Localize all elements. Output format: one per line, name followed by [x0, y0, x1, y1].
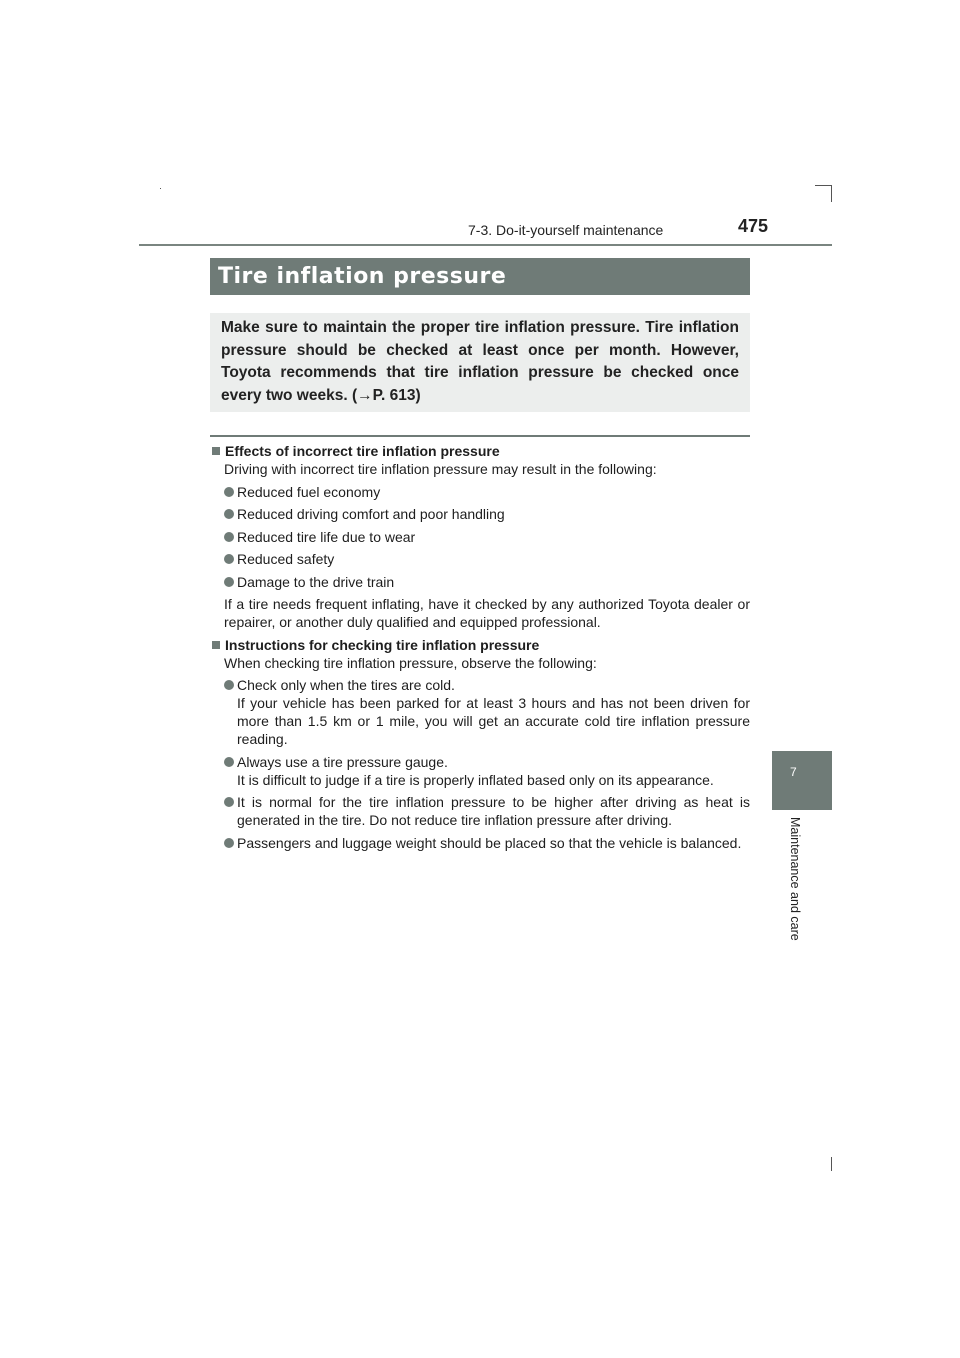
bullet-dot-icon: [224, 487, 234, 497]
crop-mark: [831, 185, 832, 202]
content: [210, 442, 750, 852]
list-item: Check only when the tires are cold. If your vehicle has been parked for at least 3 hours and has not been driven for more than 1.5 km or 1 mile, you will get an accurate cold tire inflation pressure reading.: [210, 676, 750, 748]
bullet-dot-icon: [224, 554, 234, 564]
bullet-dot-icon: [224, 797, 234, 807]
bullet-dot-icon: [224, 532, 234, 542]
section-label: 7-3. Do-it-yourself maintenance: [468, 222, 664, 238]
list-item: Reduced safety: [210, 550, 750, 568]
chapter-label: Maintenance and care: [788, 817, 802, 941]
section-heading: Instructions for checking tire inflation pressure: [210, 636, 750, 654]
list-item: Reduced tire life due to wear: [210, 528, 750, 546]
bullet-dot-icon: [224, 680, 234, 690]
list-item: Reduced fuel economy: [210, 483, 750, 501]
square-bullet-icon: [212, 641, 220, 649]
list-item: It is normal for the tire inflation pressure to be higher after driving as heat is generated in the tire. Do not reduce tire inflation pressure after driving.: [210, 793, 750, 829]
section-heading: Effects of incorrect tire inflation pressure: [210, 442, 750, 460]
page-number: 475: [738, 216, 769, 236]
section-lead: When checking tire inflation pressure, observe the following:: [224, 654, 597, 671]
section-lead: Driving with incorrect tire inflation pressure may result in the following:: [224, 461, 657, 477]
bullet-dot-icon: [224, 838, 234, 848]
section-tail: If a tire needs frequent inflating, have it checked by any authorized Toyota dealer or repairer, or another duly qualified and equipped professional.: [224, 596, 750, 630]
list-item: Passengers and luggage weight should be placed so that the vehicle is balanced.: [210, 834, 750, 852]
bullet-dot-icon: [224, 509, 234, 519]
square-bullet-icon: [212, 447, 220, 455]
list-item: Always use a tire pressure gauge. It is difficult to judge if a tire is properly inflated based only on its appearance.: [210, 753, 750, 789]
page-title: Tire inflation pressure: [210, 258, 750, 295]
crop-mark: [831, 1157, 832, 1171]
content-rule: [210, 435, 750, 437]
intro-box: Make sure to maintain the proper tire inflation pressure. Tire inflation pressure should be checked at least once per month. However, Toyota recommends that tire inflation pressure be checked once every two weeks. (→P. 613): [210, 313, 750, 412]
bullet-dot-icon: [224, 757, 234, 767]
crop-mark: [815, 185, 832, 186]
chapter-tab: 7: [772, 751, 832, 810]
list-item: Damage to the drive train: [210, 573, 750, 591]
crop-mark: [160, 188, 161, 189]
list-item: Reduced driving comfort and poor handling: [210, 505, 750, 523]
bullet-dot-icon: [224, 577, 234, 587]
header-rule: [139, 244, 832, 246]
